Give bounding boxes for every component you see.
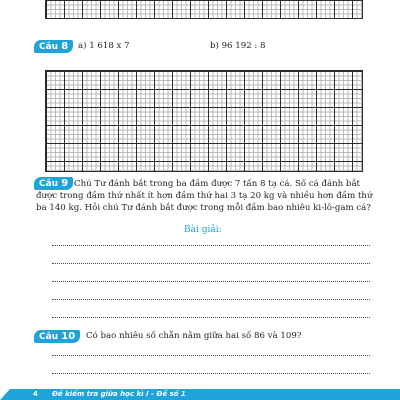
question-10-badge xyxy=(34,330,80,343)
question-10-badge-number: 10 xyxy=(61,331,76,342)
question-8-part-a: a) 1 618 x 7 xyxy=(78,41,130,51)
answer-line-2 xyxy=(52,263,370,264)
question-9-text: Chú Tư đánh bắt trong ba đầm được 7 tấn 8 tạ cá. Số cá đánh bắt được trong đầm thứ nhất ít hơn đầm thứ hai 3 tạ 20 kg và nhiều hơn đầm thứ ba 140 kg. Hỏi chú Tư đánh bắt được trong mỗi đầm bao nhiêu ki-lô-gam cá? xyxy=(36,179,373,213)
question-9-badge-number: 9 xyxy=(61,178,69,189)
question-8-badge-word: Câu xyxy=(39,42,59,52)
question-10-text: Có bao nhiêu số chẵn nằm giữa hai số 86 và 109? xyxy=(86,331,302,341)
answer-grid-previous xyxy=(45,0,363,19)
answer-line-1 xyxy=(52,245,370,246)
answer-line-4 xyxy=(52,299,370,300)
question-8-answer-grid xyxy=(45,70,363,172)
solution-heading: Bài giải: xyxy=(184,225,222,235)
question-8-badge xyxy=(34,40,73,53)
question-10-badge-word: Câu xyxy=(39,332,59,342)
answer-line-7 xyxy=(52,373,370,374)
page-number: 4 xyxy=(33,390,38,398)
question-8-part-b: b) 96 192 : 8 xyxy=(210,41,266,51)
answer-line-3 xyxy=(52,281,370,282)
question-9-badge-word: Câu xyxy=(39,179,59,189)
footer-corner-cut xyxy=(0,389,10,400)
footer-title: Đề kiểm tra giữa học kì I - Đề số 1 xyxy=(52,390,186,398)
answer-line-6 xyxy=(52,355,370,356)
question-8-badge-number: 8 xyxy=(61,41,69,52)
answer-line-5 xyxy=(52,317,370,318)
